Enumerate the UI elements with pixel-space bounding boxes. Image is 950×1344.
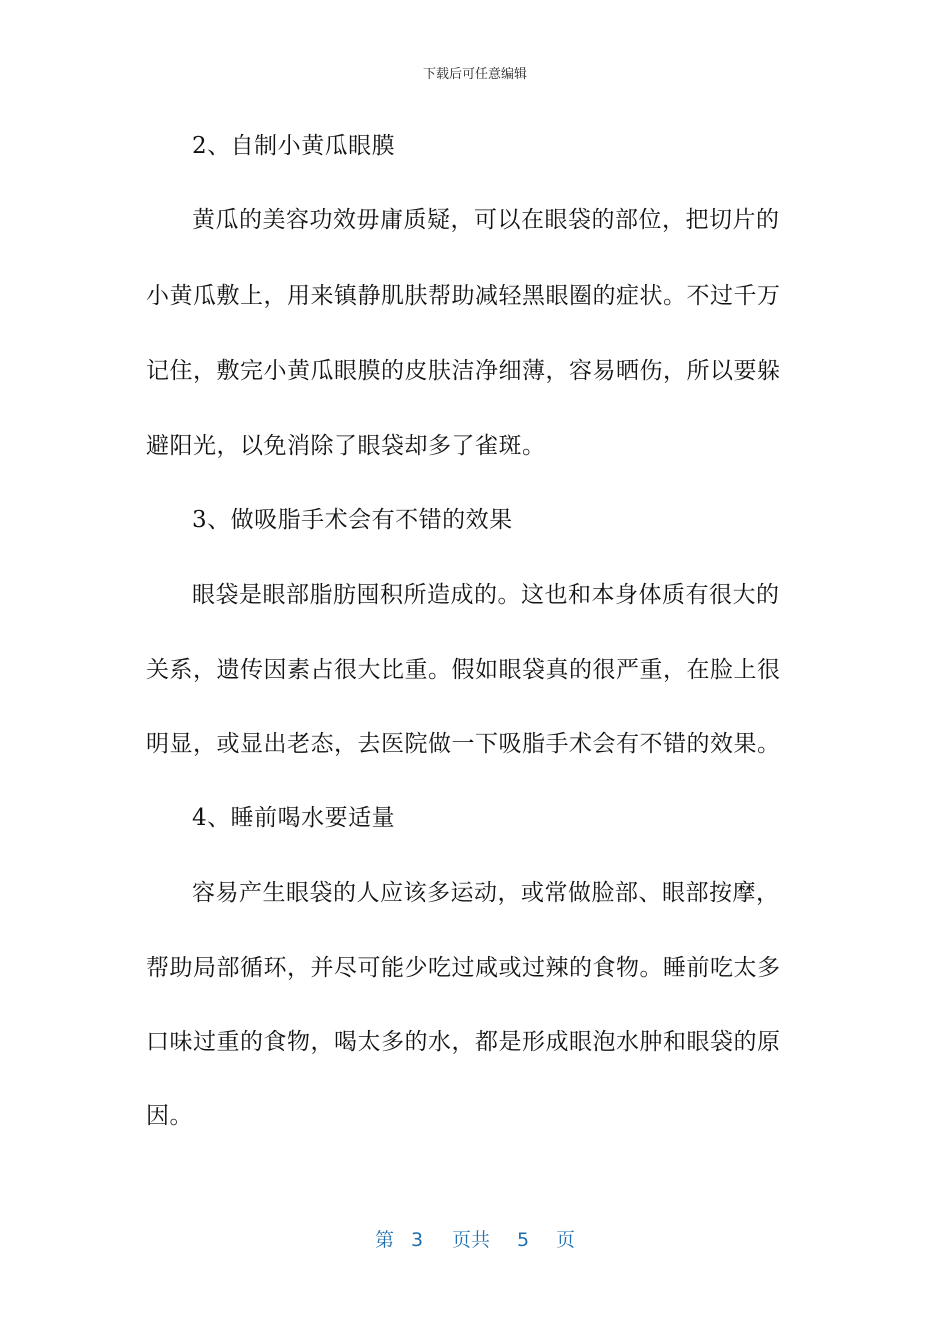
paragraph-line: 小黄瓜敷上，用来镇静肌肤帮助减轻黑眼圈的症状。不过千万 bbox=[146, 283, 781, 309]
section-heading: 3、做吸脂手术会有不错的效果 bbox=[192, 507, 513, 533]
paragraph-line: 明显，或显出老态，去医院做一下吸脂手术会有不错的效果。 bbox=[146, 731, 781, 757]
paragraph-line: 口味过重的食物，喝太多的水，都是形成眼泡水肿和眼袋的原 bbox=[146, 1029, 781, 1055]
page-header: 下载后可任意编辑 bbox=[422, 67, 527, 82]
paragraph-line: 关系，遗传因素占很大比重。假如眼袋真的很严重，在脸上很 bbox=[146, 657, 781, 683]
page-label-middle: 页共 bbox=[452, 1229, 491, 1251]
total-pages-number: 5 bbox=[517, 1229, 530, 1251]
current-page-number: 3 bbox=[411, 1229, 424, 1251]
section-heading: 2、自制小黄瓜眼膜 bbox=[192, 133, 396, 159]
page-label-suffix: 页 bbox=[556, 1229, 576, 1251]
paragraph-line: 因。 bbox=[146, 1103, 193, 1129]
section-heading: 4、睡前喝水要适量 bbox=[192, 805, 396, 831]
paragraph-line: 眼袋是眼部脂肪囤积所造成的。这也和本身体质有很大的 bbox=[192, 582, 780, 608]
paragraph-line: 黄瓜的美容功效毋庸质疑，可以在眼袋的部位，把切片的 bbox=[192, 207, 780, 233]
paragraph-line: 避阳光，以免消除了眼袋却多了雀斑。 bbox=[146, 433, 546, 459]
paragraph-line: 容易产生眼袋的人应该多运动，或常做脸部、眼部按摩， bbox=[192, 880, 780, 906]
page-label-prefix: 第 bbox=[375, 1229, 395, 1251]
paragraph-line: 记住，敷完小黄瓜眼膜的皮肤洁净细薄，容易晒伤，所以要躲 bbox=[146, 358, 781, 384]
page-footer bbox=[0, 1226, 950, 1254]
paragraph-line: 帮助局部循环，并尽可能少吃过咸或过辣的食物。睡前吃太多 bbox=[146, 955, 781, 981]
